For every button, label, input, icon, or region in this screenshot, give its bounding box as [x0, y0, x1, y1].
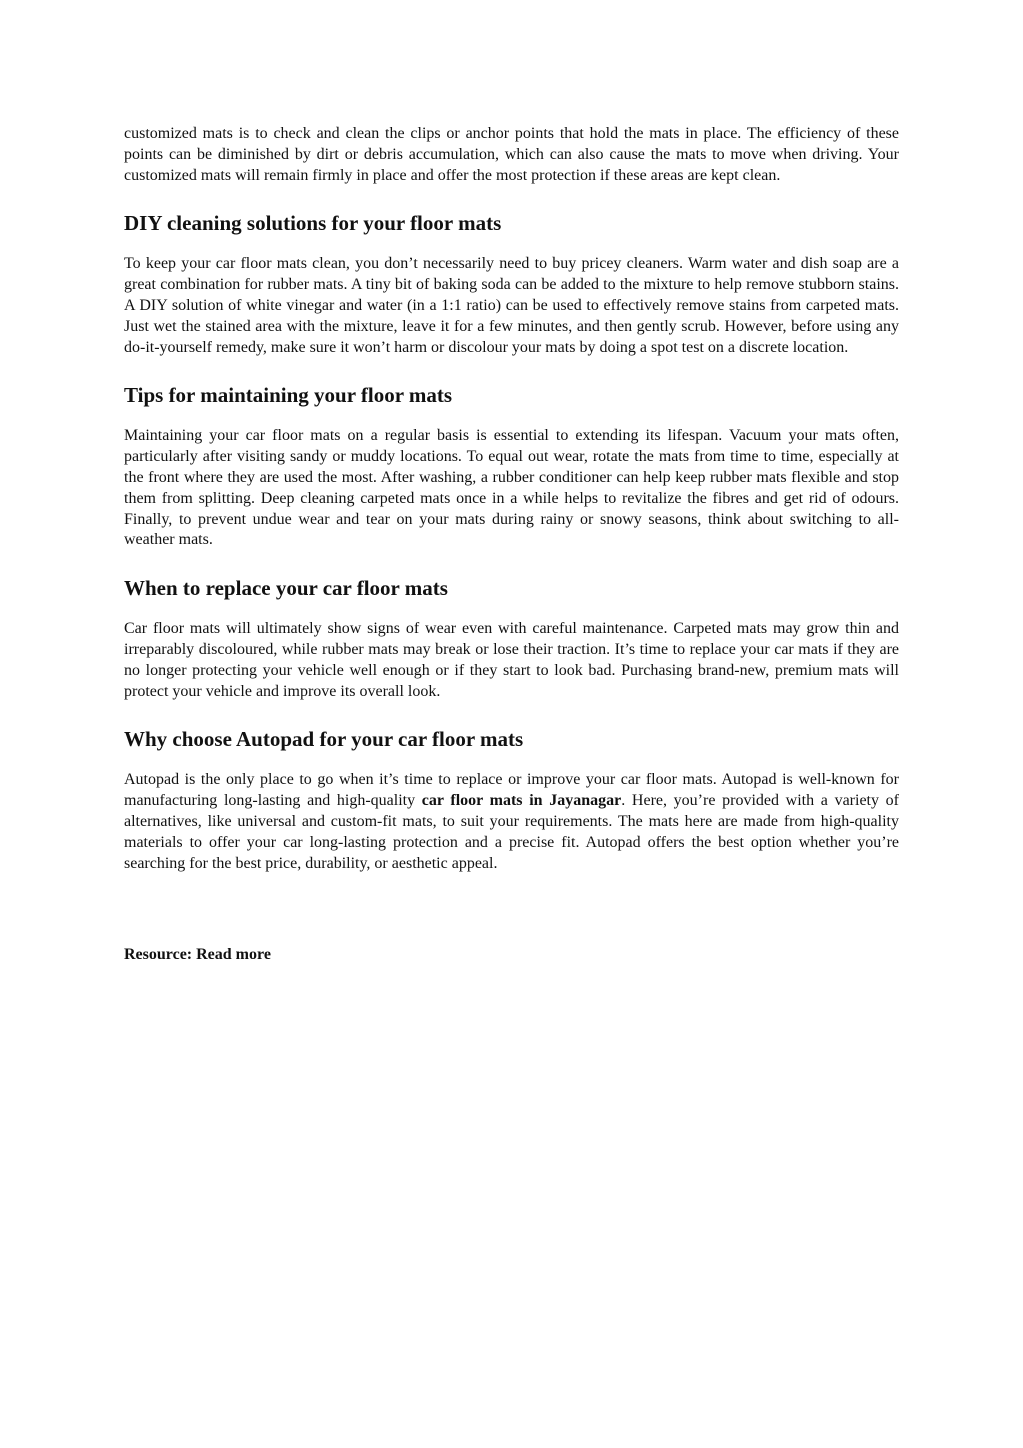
resource-read-more-link[interactable]: Resource: Read more [124, 946, 271, 964]
car-floor-mats-jayanagar-link[interactable]: car floor mats in Jayanagar [421, 792, 622, 810]
paragraph-when-to-replace: Car floor mats will ultimately show signs of wear even with careful maintenance. Carpeted mats may grow thin and irreparably discoloured, while rubber mats may break or lose their traction. It’s time to replace your car mats if they are no longer protecting your vehicle well enough or if they start to look bad. Purchasing brand-new, premium mats will protect your vehicle and improve its overall look. [124, 620, 899, 700]
intro-paragraph: customized mats is to check and clean the clips or anchor points that hold the mats in place. The efficiency of these points can be diminished by dirt or debris accumulation, which can also cause the mats to move when driving. Your customized mats will remain firmly in place and offer the most protection if these areas are kept clean. [124, 125, 899, 184]
paragraph-why-autopad-after: . Here, you’re provided with a variety of alternatives, like universal and custom-fit mats, to suit your requirements. The mats here are made from high-quality materials to offer your car long-lasting protection and a precise fit. Autopad offers the best option whether you’re searching for the best price, durability, or aesthetic appeal. [124, 792, 900, 872]
paragraph-why-autopad-before: Autopad is the only place to go when it’s time to replace or improve your car floor mats. Autopad is well-known for manufacturing long-lasting and high-quality [124, 771, 899, 810]
paragraph-diy-cleaning: To keep your car floor mats clean, you don’t necessarily need to buy pricey cleaners. Warm water and dish soap are a great combination for rubber mats. A tiny bit of baking soda can be added to the mixture to help remove stubborn stains. A DIY solution of white vinegar and water (in a 1:1 ratio) can be used to effectively remove stains from carpeted mats. Just wet the stained area with the mixture, leave it for a few minutes, and then gently scrub. However, before using any do-it-yourself remedy, make sure it won’t harm or discolour your mats by doing a spot test on a discrete location. [124, 255, 899, 356]
paragraph-why-autopad [124, 770, 899, 874]
heading-diy-cleaning: DIY cleaning solutions for your floor mats [124, 211, 502, 236]
heading-why-autopad: Why choose Autopad for your car floor mats [124, 727, 524, 752]
paragraph-maintenance-tips: Maintaining your car floor mats on a regular basis is essential to extending its lifespan. Vacuum your mats often, particularly after visiting sandy or muddy locations. To equal out wear, rotate the mats from time to time, especially at the front where they are used the most. After washing, a rubber conditioner can help keep rubber mats flexible and stop them from splitting. Deep cleaning carpeted mats once in a while helps to revitalize the fibres and get rid of odours. Finally, to prevent undue wear and tear on your mats during rainy or snowy seasons, think about switching to all-weather mats. [124, 427, 899, 549]
document-page [124, 124, 899, 966]
heading-maintenance-tips: Tips for maintaining your floor mats [124, 383, 453, 408]
heading-when-to-replace: When to replace your car floor mats [124, 576, 448, 601]
